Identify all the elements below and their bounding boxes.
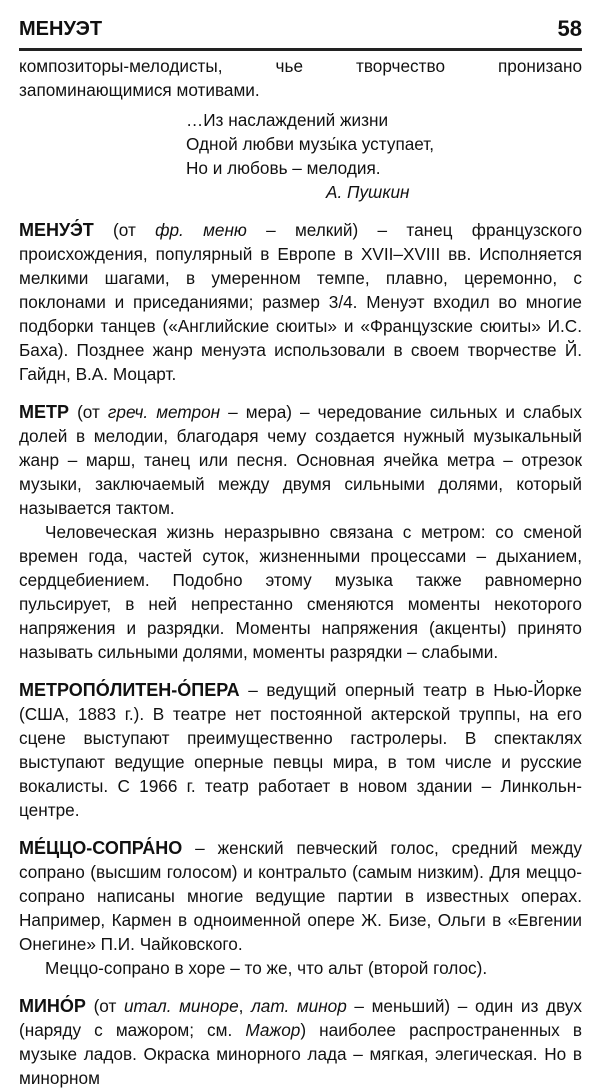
poem-line: Одной любви музы́ка уступает, — [186, 134, 435, 154]
entry-term: МЕТР — [19, 402, 70, 422]
entry-etymology: лат. минор — [251, 996, 347, 1016]
page-header — [19, 14, 582, 51]
running-title: МЕНУЭТ — [19, 18, 103, 40]
page-number: 58 — [557, 16, 582, 41]
entry-mezzo-paragraph: Меццо-сопрано в хоре – то же, что альт (второй голос). — [45, 958, 488, 978]
entry-metr — [19, 400, 582, 520]
page-body — [19, 54, 582, 1090]
entry-crossref: Мажор — [245, 1020, 301, 1040]
entry-term: МЕТРОПО́ЛИТЕН-О́ПЕРА — [19, 680, 240, 700]
entry-text: (от — [85, 996, 124, 1016]
entry-etymology: итал. миноре — [124, 996, 239, 1016]
intro-text: композиторы-мелодисты, чье творчество пронизано запоминающимися мотивами. — [19, 56, 582, 100]
entry-mezzo-soprano — [19, 836, 582, 956]
entry-term: МИНО́Р — [19, 996, 86, 1016]
poem-author: А. Пушкин — [326, 182, 410, 202]
entry-term: МЕ́ЦЦО-СОПРА́НО — [19, 838, 183, 858]
entry-minor — [19, 994, 582, 1090]
entry-etymology: фр. меню — [155, 220, 247, 240]
entry-text: – мера) – чередование сильных и слабых долей в мелодии, благодаря чему создается нужный музыкальный жанр – марш, танец или песня. Основная ячейка метра – отрезок музыки, заключаемый между двумя сильными долями, который называется тактом. — [19, 402, 582, 518]
entry-term: МЕНУЭ́Т — [19, 220, 94, 240]
entry-etymology: греч. метрон — [107, 402, 221, 422]
entry-metr-paragraph: Человеческая жизнь неразрывно связана с метром: со сменой времен года, частей суток, жизненными процессами – дыханием, сердцебиением. Подобно этому музыка также равномерно пульсирует, в ней непрестанно сменяются моменты некоторого напряжения и разрядки. Моменты напряжения (акценты) принято называть сильными долями, моменты разрядки – слабыми. — [19, 522, 582, 662]
entry-text: ) наиболее распространенных в музыке ладов. Окраска минорного лада – мягкая, элегическая. Но в минорном — [19, 1020, 582, 1088]
poem-line: …Из наслаждений жизни — [186, 110, 389, 130]
entry-text: , — [238, 996, 252, 1016]
poem-epigraph — [186, 108, 582, 204]
entry-text: – меньший) – один из двух (наряду с мажором; см. — [19, 996, 583, 1040]
entry-text: (от — [69, 402, 108, 422]
entry-menuet — [19, 218, 582, 386]
poem-line: Но и любовь – мелодия. — [186, 158, 381, 178]
entry-text: – ведущий оперный театр в Нью-Йорке (США, 1883 г.). В театре нет постоянной актерской труппы, на его сцене выступают преимущественно гастролеры. В спектаклях выступают ведущие оперные певцы мира, в том числе и русские вокалисты. С 1966 г. театр работает в новом здании – Линкольн-центре. — [19, 680, 582, 820]
entry-text: – мелкий) – танец французского происхождения, популярный в Европе в XVII–XVIII вв. Исполняется мелкими шагами, в умеренном темпе, плавно, церемонно, с поклонами и приседаниями; размер 3/4. Менуэт входил во многие подборки танцев («Английские сюиты» и «Французские сюиты» И.С. Баха). Позднее жанр менуэта использовали в своем творчестве Й. Гайдн, В.А. Моцарт. — [19, 220, 582, 384]
entry-metropolitan-opera — [19, 678, 582, 822]
entry-text: – женский певческий голос, средний между сопрано (высшим голосом) и контральто (самым низким). Для меццо-сопрано написаны многие ведущие партии в известных операх. Например, Кармен в одноименной опере Ж. Бизе, Ольги в «Евгении Онегине» П.И. Чайковского. — [19, 838, 582, 954]
entry-text: (от — [93, 220, 156, 240]
